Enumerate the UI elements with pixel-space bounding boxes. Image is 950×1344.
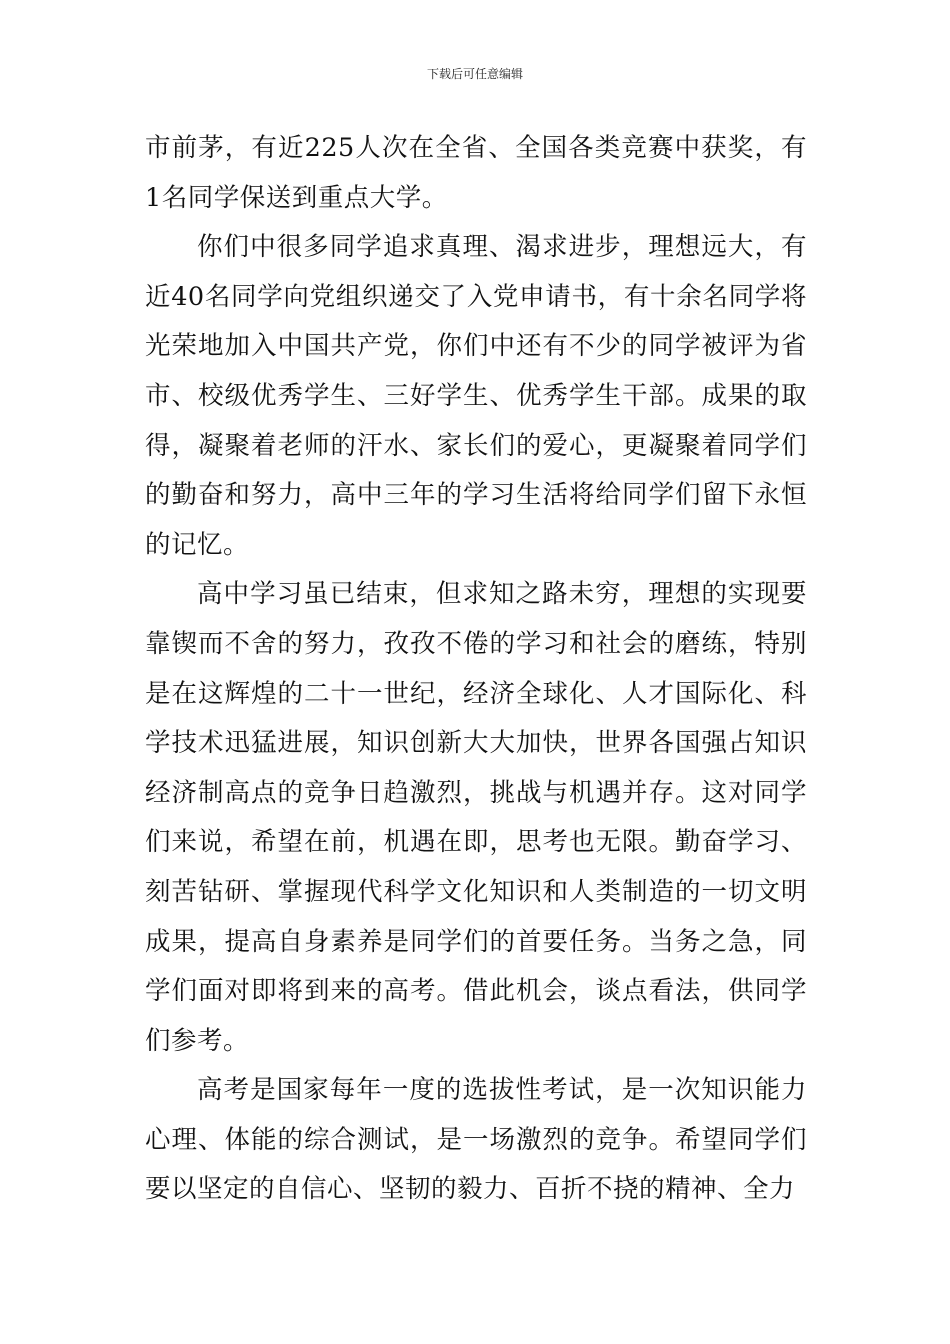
body-text [145, 124, 807, 1215]
paragraph-2: 你们中很多同学追求真理、渴求进步，理想远大，有近40名同学向党组织递交了入党申请书，有十余名同学将光荣地加入中国共产党，你们中还有不少的同学被评为省市、校级优秀学生、三好学生、优秀学生干部。成果的取得，凝聚着老师的汗水、家长们的爱心，更凝聚着同学们的勤奋和努力，高中三年的学习生活将给同学们留下永恒的记忆。 [145, 232, 807, 560]
paragraph-3: 高中学习虽已结束，但求知之路未穷，理想的实现要靠锲而不舍的努力，孜孜不倦的学习和社会的磨练，特别是在这辉煌的二十一世纪，经济全球化、人才国际化、科学技术迅猛进展，知识创新大大加快，世界各国强占知识经济制高点的竞争日趋激烈，挑战与机遇并存。这对同学们来说，希望在前，机遇在即，思考也无限。勤奋学习、刻苦钻研、掌握现代科学文化知识和人类制造的一切文明成果，提高自身素养是同学们的首要任务。当务之急，同学们面对即将到来的高考。借此机会，谈点看法，供同学们参考。 [145, 579, 807, 1056]
paragraph-4: 高考是国家每年一度的选拔性考试，是一次知识能力心理、体能的综合测试，是一场激烈的竞争。希望同学们要以坚定的自信心、坚韧的毅力、百折不挠的精神、全力 [145, 1075, 807, 1205]
page-header: 下载后可任意编辑 [426, 67, 523, 81]
paragraph-1: 市前茅，有近225人次在全省、全国各类竞赛中获奖，有1名同学保送到重点大学。 [145, 133, 807, 213]
